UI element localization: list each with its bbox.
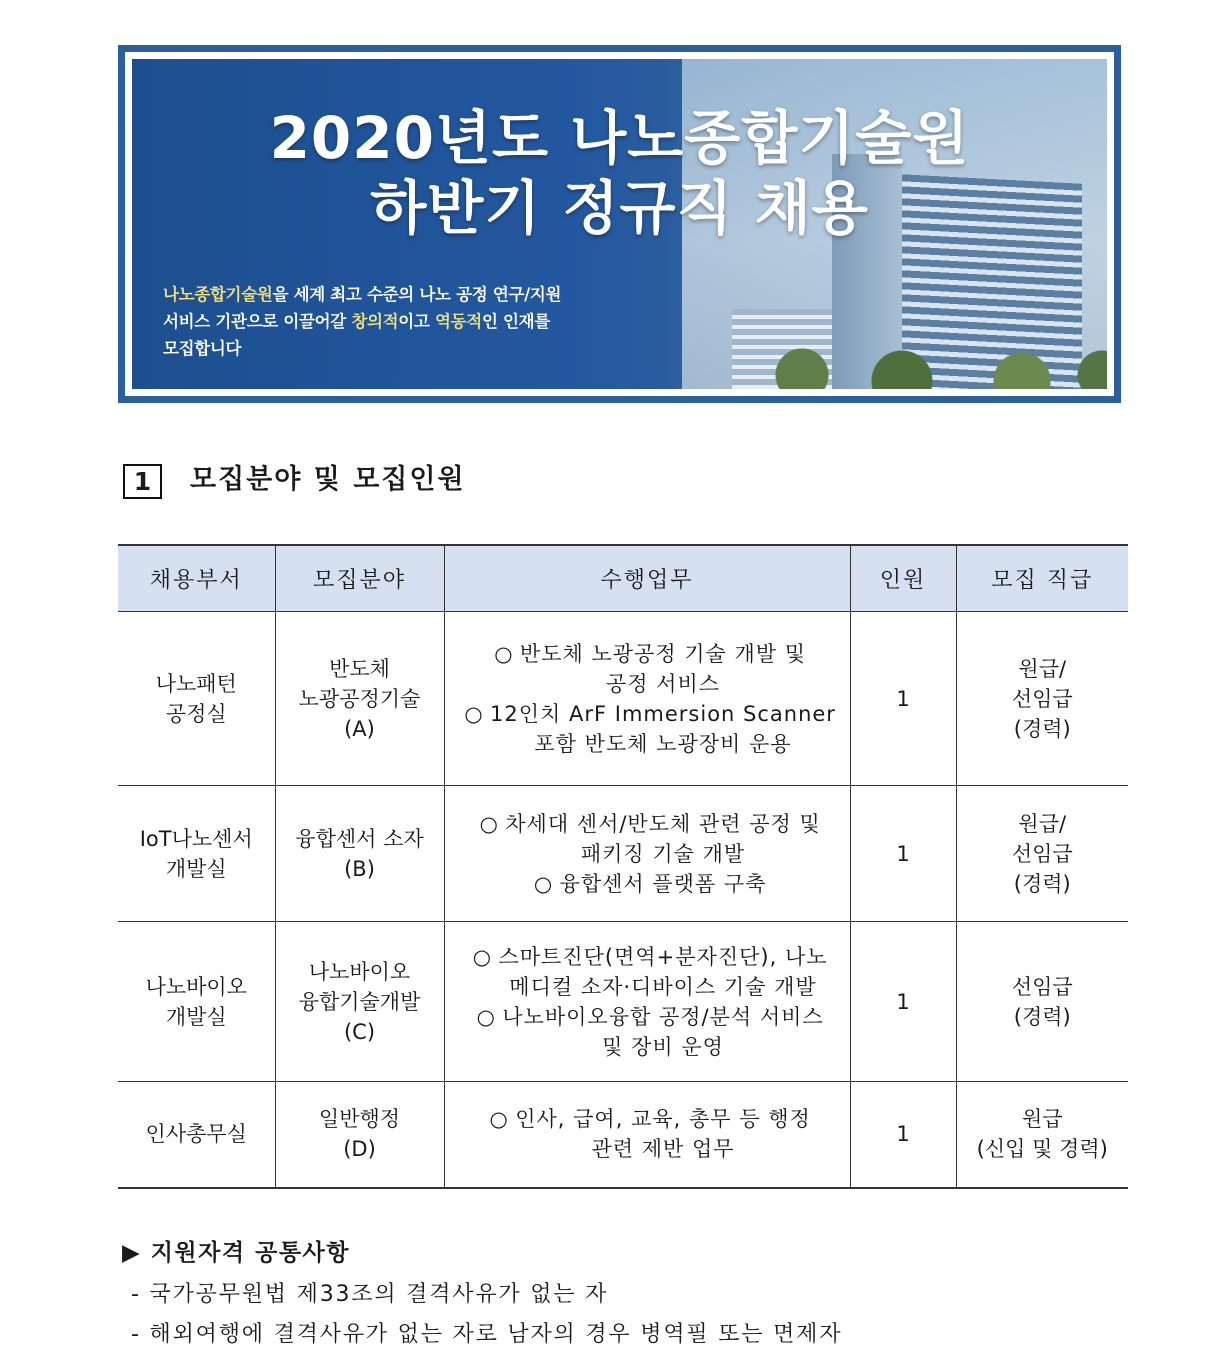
banner-desc-text: 인 인재를: [481, 312, 550, 331]
count-cell: 1: [850, 1082, 956, 1188]
field-text: 융합기술개발: [298, 989, 421, 1014]
header-count: 인원: [850, 545, 956, 612]
duty-text: 융합센서 플랫폼 구축: [559, 871, 767, 896]
duty-text: 나노바이오융합 공정/분석 서비스: [502, 1004, 824, 1029]
grade-text: 선임급: [1011, 974, 1073, 999]
duties-cell: [444, 786, 850, 922]
grade-text: 선임급: [1011, 686, 1073, 711]
building-photo-trees: [722, 339, 1114, 396]
qualification-item: - 해외여행에 결격사유가 없는 자로 남자의 경우 병역필 또는 면제자: [131, 1322, 843, 1347]
dept-text: IoT나노센서: [139, 826, 253, 851]
banner-desc-text: 을 세계 최고 수준의 나노 공정 연구/지원: [272, 285, 562, 304]
recruitment-table: [118, 544, 1128, 1189]
grade-text: (경력): [1013, 871, 1071, 896]
duty-item: [445, 1002, 850, 1062]
banner-desc-line3: 모집합니다: [163, 339, 242, 358]
field-text: 일반행정: [318, 1107, 401, 1132]
dept-text: 개발실: [165, 1004, 227, 1029]
duty-item: [445, 699, 850, 759]
grade-text: 선임급: [1011, 841, 1073, 866]
field-cell: [275, 786, 444, 922]
circle-bullet-icon: ○: [472, 944, 493, 969]
header-duties: 수행업무: [444, 545, 850, 612]
header-field: 모집분야: [275, 545, 444, 612]
grade-text: 원급/: [1018, 811, 1067, 836]
circle-bullet-icon: ○: [476, 1004, 496, 1029]
recruitment-banner: [118, 45, 1121, 403]
duty-text: 차세대 센서/반도체 관련 공정 및: [505, 811, 821, 836]
section-number: 1: [123, 464, 162, 499]
duty-text: 포함 반도체 노광장비 운용: [534, 731, 792, 756]
triangle-right-icon: ▶: [122, 1240, 142, 1266]
field-cell: [275, 1082, 444, 1188]
duty-text: 및 장비 운영: [602, 1034, 724, 1059]
table-header-row: [118, 545, 1128, 612]
grade-cell: [956, 1082, 1128, 1188]
grade-cell: [956, 612, 1128, 786]
dept-text: 개발실: [165, 856, 227, 881]
banner-desc-text: 서비스 기관으로 이끌어갈: [163, 312, 352, 331]
dept-cell: [118, 922, 275, 1082]
field-text: 노광공정기술: [298, 686, 421, 711]
header-grade: 모집 직급: [956, 545, 1128, 612]
duties-cell: [444, 922, 850, 1082]
banner-frame: [125, 52, 1114, 396]
grade-text: (경력): [1013, 1004, 1071, 1029]
grade-text: 원급/: [1018, 656, 1067, 681]
table-row: [118, 1082, 1128, 1188]
dept-cell: [118, 786, 275, 922]
banner-desc-text: 이고: [398, 312, 436, 331]
circle-bullet-icon: ○: [533, 871, 554, 896]
table-row: [118, 612, 1128, 786]
duty-text: 스마트진단(면역+분자진단), 나노: [498, 944, 828, 969]
dept-text: 인사총무실: [145, 1122, 247, 1147]
duty-item: [445, 1104, 850, 1164]
duty-text: 인사, 급여, 교육, 총무 등 행정: [515, 1107, 811, 1132]
table-row: [118, 922, 1128, 1082]
duty-item: [445, 639, 850, 699]
grade-cell: [956, 786, 1128, 922]
section-title: 모집분야 및 모집인원: [190, 464, 466, 495]
banner-title-line2: 하반기 정규직 채용: [370, 174, 869, 242]
dept-cell: [118, 1082, 275, 1188]
count-cell: 1: [850, 786, 956, 922]
qualifications-title: 지원자격 공통사항: [150, 1240, 350, 1266]
duties-cell: [444, 612, 850, 786]
count-cell: 1: [850, 922, 956, 1082]
field-code: (C): [343, 1019, 376, 1044]
field-text: 반도체: [329, 656, 390, 681]
banner-desc-line2: [163, 308, 561, 335]
grade-text: 원급: [1021, 1107, 1063, 1132]
duty-item: [445, 869, 850, 899]
qualifications-heading: [122, 1236, 350, 1270]
duty-text: 패키징 기술 개발: [580, 841, 746, 866]
qualification-item: - 국가공무원법 제33조의 결격사유가 없는 자: [131, 1282, 609, 1307]
duty-text: 관련 제반 업무: [591, 1137, 735, 1162]
grade-text: (신입 및 경력): [976, 1137, 1108, 1162]
header-dept: 채용부서: [118, 545, 275, 612]
highlight-creative: 창의적: [351, 312, 399, 331]
field-code: (D): [343, 1137, 376, 1162]
dept-text: 나노바이오: [145, 974, 247, 999]
banner-description: [163, 281, 561, 362]
duty-item: [445, 942, 850, 1002]
grade-text: (경력): [1013, 716, 1071, 741]
duty-text: 공정 서비스: [605, 671, 721, 696]
field-code: (B): [344, 856, 375, 881]
field-text: 융합센서 소자: [295, 826, 424, 851]
field-text: 나노바이오: [308, 959, 411, 984]
count-cell: 1: [850, 612, 956, 786]
circle-bullet-icon: ○: [494, 641, 514, 666]
duties-cell: [444, 1082, 850, 1188]
duty-item: [445, 809, 850, 869]
table-row: [118, 786, 1128, 922]
duty-text: 반도체 노광공정 기술 개발 및: [519, 641, 807, 666]
dept-text: 공정실: [165, 701, 227, 726]
duty-text: 12인치 ArF Immersion Scanner: [490, 701, 836, 726]
circle-bullet-icon: ○: [479, 811, 499, 836]
highlight-dynamic: 역동적: [435, 312, 482, 331]
dept-cell: [118, 612, 275, 786]
banner-desc-line1: [163, 281, 561, 308]
field-cell: [275, 922, 444, 1082]
highlight-org-name: 나노종합기술원: [163, 285, 273, 304]
field-cell: [275, 612, 444, 786]
dept-text: 나노패턴: [155, 671, 237, 696]
circle-bullet-icon: ○: [489, 1107, 509, 1132]
banner-title-line1: 2020년도 나노종합기술원: [269, 104, 970, 172]
circle-bullet-icon: ○: [464, 701, 484, 726]
field-code: (A): [344, 716, 375, 741]
duty-text: 메디컬 소자·디바이스 기술 개발: [509, 974, 817, 999]
grade-cell: [956, 922, 1128, 1082]
